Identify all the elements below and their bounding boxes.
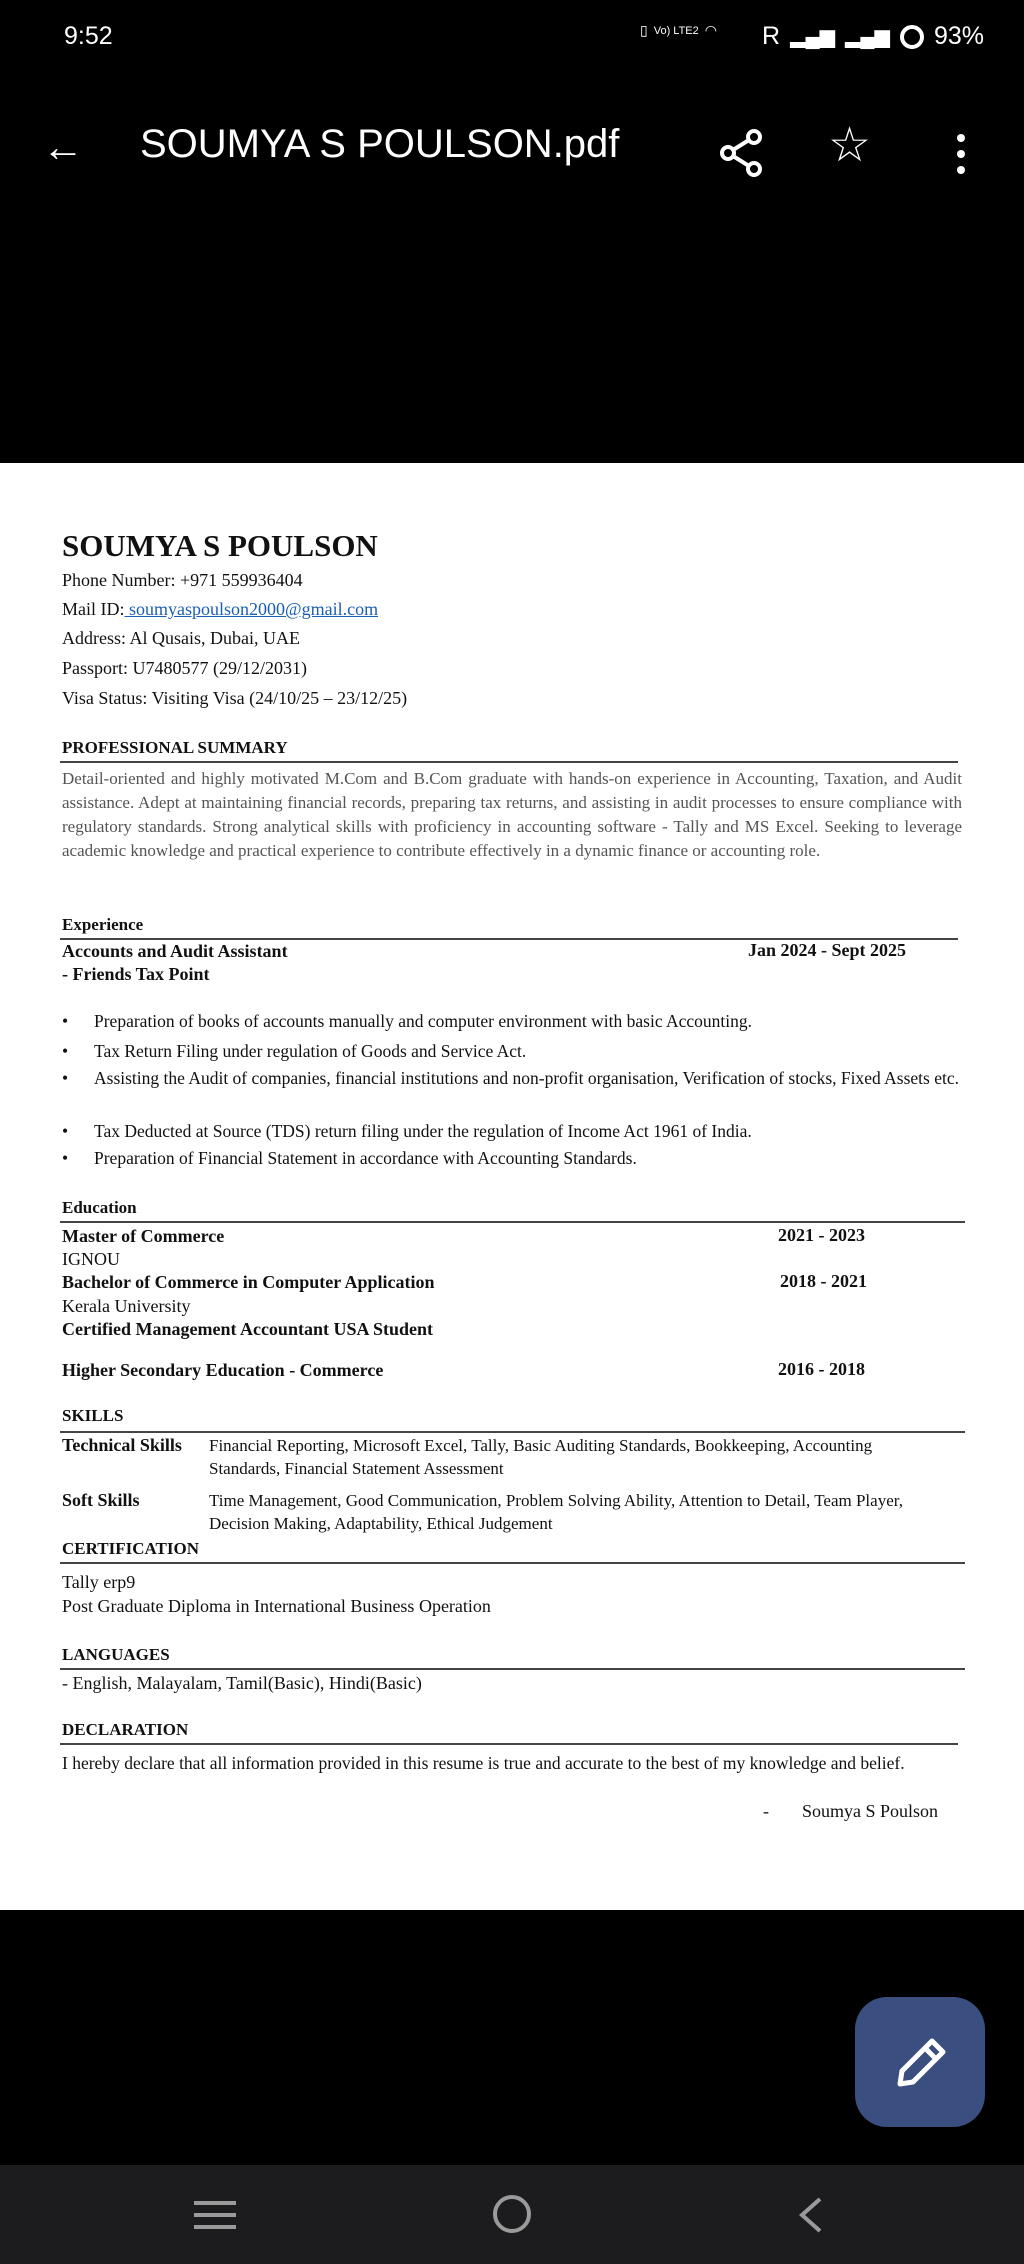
languages-heading: LANGUAGES [62,1645,170,1664]
degree: Bachelor of Commerce in Computer Application [62,1272,435,1292]
divider [60,1562,965,1564]
technical-skills-label: Technical Skills [62,1435,182,1455]
divider [60,1431,965,1433]
soft-skills-label: Soft Skills [62,1490,140,1510]
signal-icon: ▂▄▆ [790,26,835,48]
school: Kerala University [62,1296,191,1316]
experience-heading: Experience [62,915,144,934]
degree-years: 2021 - 2023 [778,1225,865,1245]
more-options-button[interactable] [957,134,965,174]
edit-button[interactable] [855,1997,985,2127]
resume-name: SOUMYA S POULSON [62,528,378,563]
document-title: SOUMYA S POULSON.pdf [140,122,620,166]
degree: Higher Secondary Education - Commerce [62,1360,384,1380]
signature-dash: - [763,1801,769,1821]
certification-item: Post Graduate Diploma in International Business Operation [62,1596,491,1616]
pencil-icon [855,1997,985,2127]
degree-years: 2016 - 2018 [778,1359,865,1379]
certification-item: Tally erp9 [62,1572,136,1592]
address: Address: Al Qusais, Dubai, UAE [62,628,300,648]
languages: - English, Malayalam, Tamil(Basic), Hindi(Basic) [62,1673,422,1693]
mail-label: Mail ID: [62,599,125,619]
roaming-label: R [762,22,781,50]
network-label: Vo) LTE2 [653,24,699,37]
status-icons [640,22,750,39]
education-heading: Education [62,1198,137,1217]
certification-heading: CERTIFICATION [62,1539,199,1558]
divider [60,761,958,763]
divider [60,1743,958,1745]
summary-heading: PROFESSIONAL SUMMARY [62,738,288,757]
skills-heading: SKILLS [62,1406,124,1425]
degree-years: 2018 - 2021 [780,1271,867,1291]
phone: Phone Number: +971 559936404 [62,570,303,590]
email-link[interactable]: soumyaspoulson2000@gmail.com [124,599,379,619]
job-title: Accounts and Audit Assistant [62,941,288,961]
battery-level: 93% [933,22,984,50]
back-button[interactable]: ← [42,123,84,170]
technical-skills: Financial Reporting, Microsoft Excel, Tally, Basic Auditing Standards, Bookkeeping, Accounting Standards, Financial Statement Assessment [209,1436,873,1478]
company: - Friends Tax Point [62,964,210,984]
signal-icon-2: ▂▄▆ [845,26,890,48]
summary-text: Detail-oriented and highly motivated M.Com and B.Com graduate with hands-on experience in Accounting, Taxation, and Audit assistance. Adept at maintaining financial records, preparing tax returns, and assisting in audit processes to ensure compliance with regulatory standards. Strong analytical skills with proficiency in accounting software - Tally and MS Excel. Seeking to leverage academic knowledge and practical experience to contribute effectively in a dynamic finance or accounting role. [62,769,962,860]
school: IGNOU [62,1249,120,1269]
home-button[interactable] [493,2195,531,2233]
job-dates: Jan 2024 - Sept 2025 [748,940,907,960]
soft-skills: Time Management, Good Communication, Problem Solving Ability, Attention to Detail, Team Player, Decision Making, Adaptability, Ethical Judgement [209,1491,903,1533]
declaration-heading: DECLARATION [62,1720,189,1739]
mail-row [62,598,378,620]
recent-apps-button[interactable] [194,2201,236,2229]
visa-status: Visa Status: Visiting Visa (24/10/25 – 23/12/25) [62,688,408,708]
star-button[interactable]: ☆ [828,119,872,172]
divider [60,1221,965,1223]
share-button[interactable] [718,128,764,183]
vibrate-icon: ▯ [640,22,648,38]
share-icon [718,128,764,178]
navigation-bar [0,2165,1024,2264]
battery-icon [900,25,924,49]
declaration-text: I hereby declare that all information provided in this resume is true and accurate to the best of my knowledge and belief. [62,1753,905,1773]
divider [60,1668,965,1670]
status-right [762,22,984,51]
wifi-icon: ◠ [704,22,717,38]
degree: Certified Management Accountant USA Student [62,1319,433,1339]
back-nav-button[interactable] [796,2195,824,2240]
passport: Passport: U7480577 (29/12/2031) [62,658,307,678]
status-time: 9:52 [64,22,113,50]
chevron-left-icon [796,2195,824,2235]
degree: Master of Commerce [62,1226,225,1246]
signature: Soumya S Poulson [802,1801,939,1821]
